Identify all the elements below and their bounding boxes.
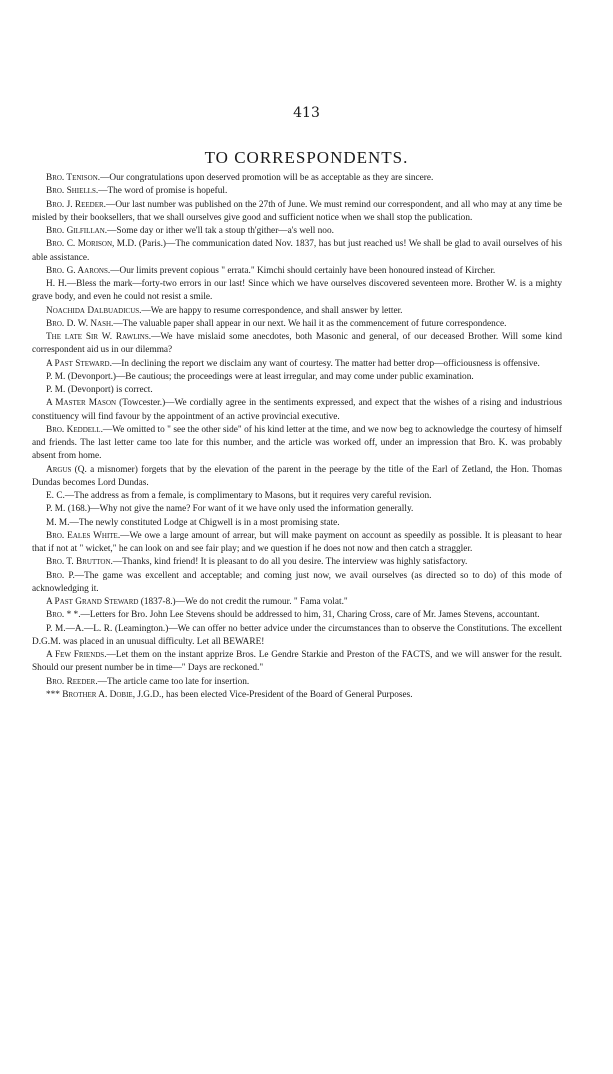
reply-text: (Devonport.)—Be cautious; the proceedings were at least irregular, and may come under public examination.	[65, 371, 474, 382]
correspondent-entry	[32, 490, 562, 503]
correspondents-list	[32, 172, 562, 702]
reply-text: —We are happy to resume correspondence, and shall answer by letter.	[141, 305, 403, 316]
correspondent-name: Bro. * *.	[46, 610, 81, 621]
correspondent-entry	[32, 318, 562, 331]
correspondent-name: Bro. Eales White.	[46, 530, 121, 541]
reply-text: (Devonport) is correct.	[65, 385, 153, 395]
correspondent-name: M. M.	[46, 517, 70, 528]
reply-text: (1837-8.)—We do not credit the rumour. " Fama volat."	[138, 597, 348, 607]
reply-text: —Letters for Bro. John Lee Stevens should be addressed to him, 31, Charing Cross, care of Mr. James Stevens, accountant.	[80, 610, 540, 621]
reply-text: (Paris.)—The communication dated Nov. 1837, has but just reached us! We shall be glad to avail ourselves of his able assistance.	[32, 239, 563, 263]
correspondent-name: Bro. G. Aarons.	[46, 265, 111, 276]
correspondent-name: Bro. Tenison.	[46, 173, 101, 183]
reply-text: —We omitted to " see the other side" of his kind letter at the time, and we now beg to acknowledge the courtesy of himself and friends. The last letter came too late for this number, and the article was worked off, under an impression that Bro. K. was probably absent from home.	[32, 424, 563, 462]
reply-text: —In declining the report we disclaim any want of courtesy. The matter had better drop—officiousness is offensive.	[111, 358, 540, 369]
correspondent-entry	[32, 596, 562, 609]
correspondent-name: Bro. T. Brutton.	[46, 557, 113, 568]
correspondent-name: P. M.—A.—L. R.	[46, 623, 113, 634]
correspondent-entry	[32, 676, 562, 689]
correspondent-name: Noachida Dalbuadicus.	[46, 305, 142, 316]
correspondent-name: H. H.	[46, 279, 67, 289]
correspondent-entry	[32, 649, 562, 676]
reply-text: (Leamington.)—We can offer no better advice under the circumstances than to observe the Constitutions. The excellent D.G.M. was placed in an unusual difficulty. Let all BEWARE!	[32, 623, 562, 647]
reply-text: —The newly constituted Lodge at Chigwell is in a most promising state.	[69, 517, 340, 528]
correspondent-entry	[32, 424, 562, 464]
correspondent-name: A Past Steward.	[46, 358, 112, 369]
correspondent-name: Bro. Reeder.	[46, 676, 98, 687]
reply-text: —We owe a large amount of arrear, but will make payment on account as speedily as possible. It is pleasant to hear that if not at " wicket," he can look on and see fair play; and we question if he does not now and then catch a straggler.	[32, 530, 562, 554]
correspondent-entry	[32, 225, 562, 238]
correspondent-entry	[32, 609, 562, 622]
correspondent-name: Bro. P.	[46, 570, 75, 581]
correspondent-entry	[32, 265, 562, 278]
reply-text: —Thanks, kind friend! It is pleasant to do all you desire. The interview was highly satisfactory.	[112, 557, 468, 568]
correspondent-entry	[32, 570, 562, 597]
reply-text: —The word of promise is hopeful.	[98, 186, 228, 197]
correspondent-name: A Few Friends.	[46, 650, 107, 660]
correspondent-entry	[32, 530, 562, 557]
correspondent-entry	[32, 278, 562, 305]
correspondent-entry	[32, 185, 562, 198]
correspondent-entry	[32, 397, 562, 424]
correspondent-entry	[32, 371, 562, 384]
correspondent-name: *** Brother A. Dobie, J.G.D.,	[46, 689, 164, 700]
page-title: TO CORRESPONDENTS.	[204, 148, 409, 167]
reply-text: —Our limits prevent copious " errata." Kimchi should certainly have been honoured instead of Kircher.	[110, 265, 496, 276]
correspondent-name: Bro. Gilfillan.	[46, 226, 108, 236]
reply-text: —The game was excellent and acceptable; and coming just now, we avail ourselves (as directed so to do) of this mode of acknowledging it.	[32, 570, 562, 594]
correspondent-entry	[32, 464, 562, 491]
reply-text: —Our last number was published on the 27th of June. We must remind our correspondent, and all who may at any time be misled by their booksellers, that we shall ourselves give good and sufficient notice when we shall stop the publication.	[32, 199, 562, 223]
correspondent-entry	[32, 623, 562, 650]
correspondent-entry	[32, 305, 562, 318]
correspondent-entry	[32, 199, 562, 226]
correspondent-name: Bro. C. Morison, M.D.	[46, 239, 137, 250]
reply-text: —Bless the mark—forty-two errors in our last! Since which we have ourselves discovered seventeen more. Brother W. is a mighty grave body, and even he could not resist a smile.	[32, 279, 562, 303]
correspondent-name: A Past Grand Steward	[46, 597, 139, 607]
correspondent-name: P. M.	[46, 371, 66, 382]
reply-text: —Our congratulations upon deserved promotion will be as acceptable as they are sincere.	[100, 173, 434, 183]
correspondent-name: P. M.	[46, 385, 66, 395]
correspondent-entry	[32, 689, 562, 702]
reply-text: (Q. a misnomer) forgets that by the elevation of the parent in the peerage by the title of the Earl of Zetland, the Hon. Thomas Dundas becomes Lord Dundas.	[32, 464, 562, 488]
correspondent-entry	[32, 238, 562, 265]
correspondent-name: Argus	[46, 464, 72, 475]
correspondent-entry	[32, 556, 562, 569]
reply-text: has been elected Vice-President of the Board of General Purposes.	[163, 689, 413, 700]
correspondent-entry	[32, 331, 562, 358]
correspondent-entry	[32, 358, 562, 371]
correspondent-name: Bro. J. Reeder.	[46, 199, 107, 210]
correspondent-name: The late Sir W. Rawlins.	[46, 332, 152, 342]
correspondent-name: P. M.	[46, 504, 66, 515]
correspondent-entry	[32, 172, 562, 185]
correspondent-name: Bro. Shiells.	[46, 186, 99, 197]
correspondent-name: Bro. Keddell.	[46, 424, 103, 435]
reply-text: (Towcester.)—We cordially agree in the sentiments expressed, and expect that the wishes of a rising and industrious constituency will find favour by the appointment of an active provincial executive.	[32, 398, 562, 422]
page-number: 413	[293, 105, 320, 121]
reply-text: —Let them on the instant apprize Bros. Le Gendre Starkie and Preston of the FACTS, and we will answer for the result. Should our present number be in time—" Days are reckoned."	[32, 650, 562, 674]
correspondent-entry	[32, 503, 562, 516]
correspondent-entry	[32, 384, 562, 397]
correspondent-name: E. C.	[46, 491, 65, 501]
reply-text: —The address as from a female, is complimentary to Masons, but it requires very careful revision.	[64, 491, 432, 501]
reply-text: (168.)—Why not give the name? For want of it we have only used the information generally.	[65, 504, 414, 515]
correspondent-name: A Master Mason	[46, 398, 117, 409]
correspondent-entry	[32, 517, 562, 530]
reply-text: —Some day or ither we'll tak a stoup th'gither—a's well noo.	[107, 226, 334, 236]
correspondent-name: Bro. D. W. Nash.	[46, 318, 114, 329]
reply-text: —We have mislaid some anecdotes, both Masonic and general, of our deceased Brother. Will some kind correspondent aid us in our dilemma?	[32, 332, 562, 356]
reply-text: —The article came too late for insertion.	[97, 676, 250, 687]
reply-text: —The valuable paper shall appear in our next. We hail it as the commencement of future correspondence.	[113, 318, 507, 329]
